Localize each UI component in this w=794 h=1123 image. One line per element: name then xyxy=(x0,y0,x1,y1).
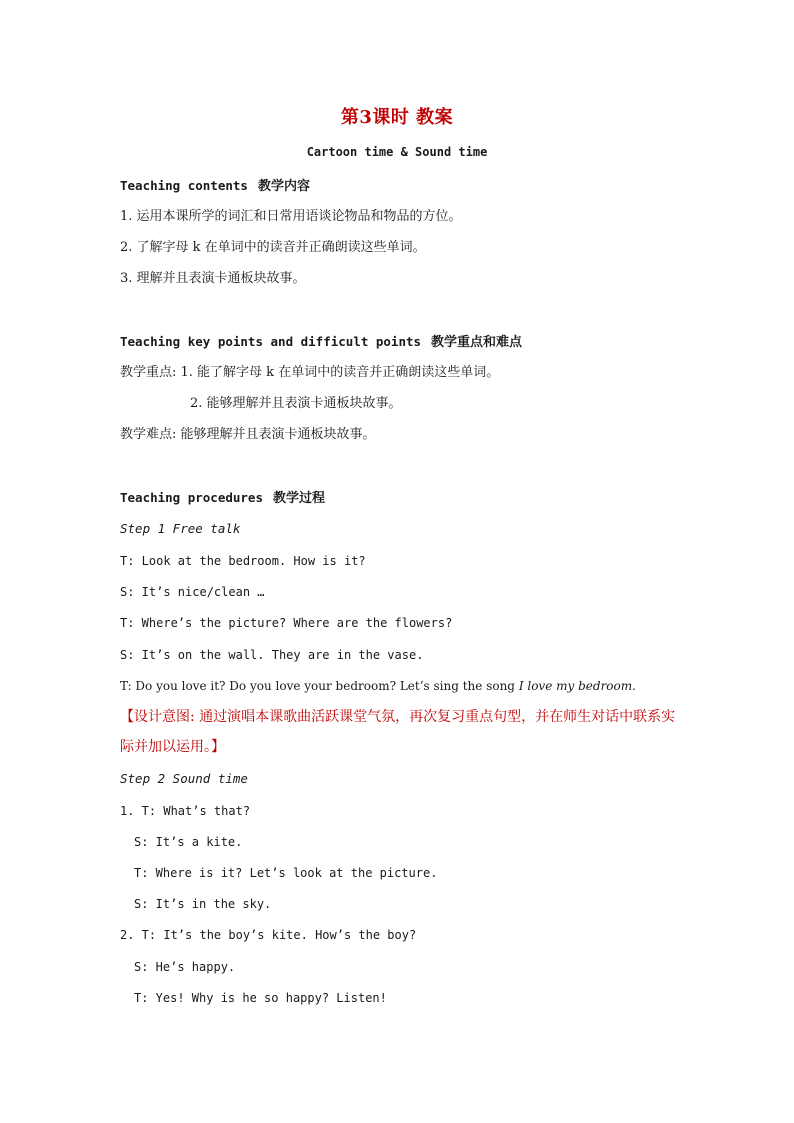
step-1-title: Step 1 Free talk xyxy=(120,521,241,536)
dialog-text: T: Do you love it? Do you love your bedroom? Let’s sing the song xyxy=(120,679,519,693)
key-point-line-1: 教学重点: 1. 能了解字母 k 在单词中的读音并正确朗读这些单词。 xyxy=(120,365,500,380)
section-heading-procedures xyxy=(120,489,325,508)
section-heading-contents xyxy=(120,177,310,196)
step-2-title: Step 2 Sound time xyxy=(120,771,248,786)
dialog-line: S: It’s nice/clean … xyxy=(120,585,265,599)
contents-item-3: 3. 理解并且表演卡通板块故事。 xyxy=(120,271,306,286)
dialog-line: S: It’s on the wall. They are in the vase. xyxy=(120,648,424,662)
difficult-point-line: 教学难点: 能够理解并且表演卡通板块故事。 xyxy=(120,427,376,442)
contents-item-2: 2. 了解字母 k 在单词中的读音并正确朗读这些单词。 xyxy=(120,240,426,255)
dialog-line: S: It’s in the sky. xyxy=(134,897,272,911)
page-subtitle: Cartoon time & Sound time xyxy=(306,145,488,159)
heading-cn: 教学过程 xyxy=(273,491,326,506)
heading-cn: 教学内容 xyxy=(257,179,310,194)
key-point-line-2: 2. 能够理解并且表演卡通板块故事。 xyxy=(190,396,402,411)
contents-item-1: 1. 运用本课所学的词汇和日常用语谈论物品和物品的方位。 xyxy=(120,209,462,224)
song-title: I love my bedroom. xyxy=(518,679,636,693)
heading-en: Teaching contents xyxy=(120,178,248,193)
dialog-line: T: Where’s the picture? Where are the flowers? xyxy=(120,616,453,630)
heading-en: Teaching procedures xyxy=(120,490,263,505)
section-heading-key-points xyxy=(120,333,522,352)
page-title: 第3课时 教案 xyxy=(340,107,454,128)
dialog-line-song xyxy=(120,677,636,695)
dialog-line: S: He’s happy. xyxy=(134,960,236,974)
dialog-line: T: Yes! Why is he so happy? Listen! xyxy=(134,991,387,1005)
dialog-line: S: It’s a kite. xyxy=(134,835,243,849)
dialog-line: T: Look at the bedroom. How is it? xyxy=(120,554,366,568)
design-intent-note: 【设计意图: 通过演唱本课歌曲活跃课堂气氛，再次复习重点句型，并在师生对话中联系实际并加以运用。】 xyxy=(120,709,676,755)
heading-en: Teaching key points and difficult points xyxy=(120,334,422,349)
dialog-line: T: Where is it? Let’s look at the picture. xyxy=(134,866,438,880)
heading-cn: 教学重点和难点 xyxy=(431,335,523,350)
dialog-line: 1. T: What’s that? xyxy=(120,804,251,818)
dialog-line: 2. T: It’s the boy’s kite. How’s the boy? xyxy=(120,928,417,942)
